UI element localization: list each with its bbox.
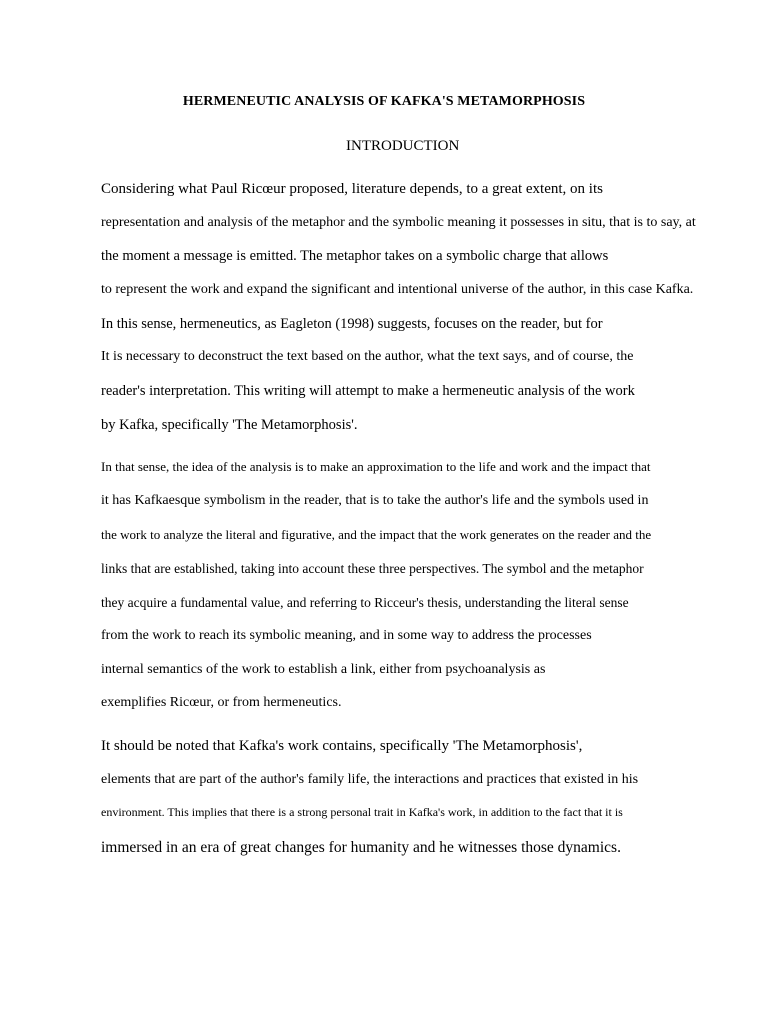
paragraph-1-line-7: reader's interpretation. This writing will attempt to make a hermeneutic analysis of the work [101,383,635,399]
paragraph-2-line-4: links that are established, taking into account these three perspectives. The symbol and the metaphor [101,561,644,576]
paragraph-1-line-4: to represent the work and expand the significant and intentional universe of the author, in this case Kafka. [101,282,694,297]
paragraph-2-line-3: the work to analyze the literal and figurative, and the impact that the work generates on the reader and the [101,527,652,542]
paragraph-1-line-3: the moment a message is emitted. The metaphor takes on a symbolic charge that allows [101,248,609,264]
paragraph-2-line-6: from the work to reach its symbolic meaning, and in some way to address the processes [101,628,592,643]
paragraph-2-line-5: they acquire a fundamental value, and referring to Ricceur's thesis, understanding the literal sense [101,595,629,610]
paragraph-3-line-2: elements that are part of the author's family life, the interactions and practices that existed in his [101,772,639,787]
section-heading: INTRODUCTION [346,138,460,154]
document-title [0,94,768,110]
document-title-text: HERMENEUTIC ANALYSIS OF KAFKA'S METAMORPHOSIS [182,94,586,109]
paragraph-3-line-1: It should be noted that Kafka's work contains, specifically 'The Metamorphosis', [101,738,583,754]
paragraph-2-line-1: In that sense, the idea of the analysis is to make an approximation to the life and work and the impact that [101,459,651,474]
paragraph-1-line-6: It is necessary to deconstruct the text based on the author, what the text says, and of course, the [101,349,634,364]
paragraph-2-line-7: internal semantics of the work to establish a link, either from psychoanalysis as [101,662,546,677]
paragraph-1-line-8: by Kafka, specifically 'The Metamorphosis'. [101,417,358,433]
paragraph-3-line-4: immersed in an era of great changes for humanity and he witnesses those dynamics. [101,839,621,856]
paragraph-3-line-3: environment. This implies that there is a strong personal trait in Kafka's work, in addition to the fact that it is [101,805,623,819]
paragraph-1-line-5: In this sense, hermeneutics, as Eagleton (1998) suggests, focuses on the reader, but for [101,316,603,332]
paragraph-2-line-2: it has Kafkaesque symbolism in the reader, that is to take the author's life and the symbols used in [101,493,649,508]
paragraph-2-line-8: exemplifies Ricœur, or from hermeneutics. [101,695,342,710]
paragraph-1-line-1: Considering what Paul Ricœur proposed, literature depends, to a great extent, on its [101,181,603,197]
paragraph-1-line-2: representation and analysis of the metaphor and the symbolic meaning it possesses in situ, that is to say, at [101,215,696,230]
